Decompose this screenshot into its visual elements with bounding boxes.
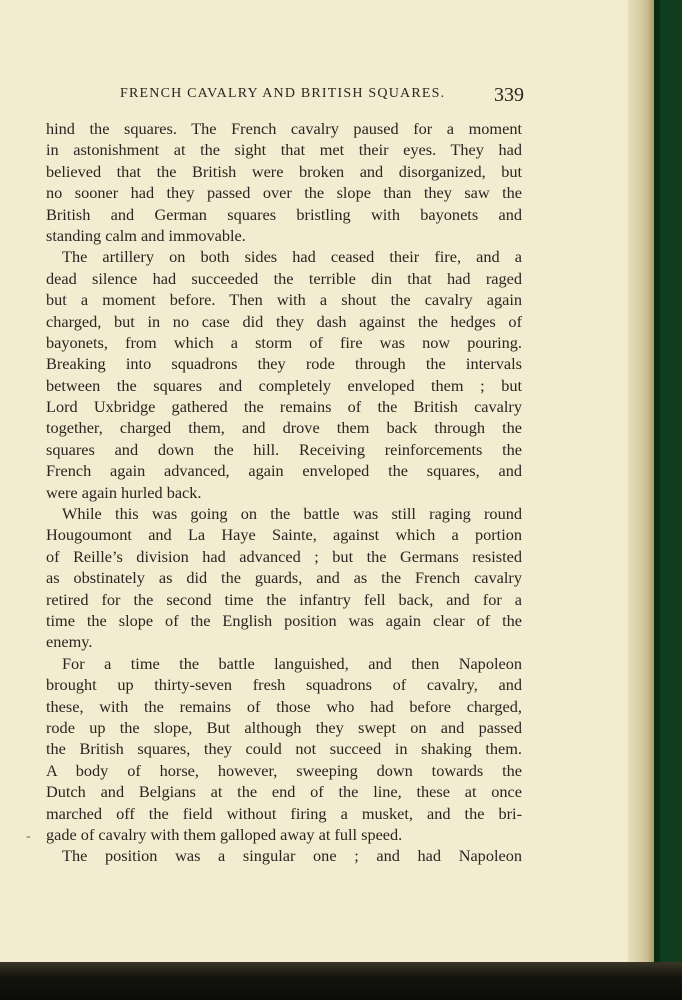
text-line: in astonishment at the sight that met their eyes. They had <box>46 140 522 160</box>
book-cover <box>654 0 682 962</box>
text-line: dead silence had succeeded the terrible din that had raged <box>46 268 522 288</box>
text-line: For a time the battle languished, and then Napoleon <box>62 653 522 673</box>
text-line: Breaking into squadrons they rode through the intervals <box>46 354 522 374</box>
text-line: Hougoumont and La Haye Sainte, against which a portion <box>46 525 522 545</box>
page-header <box>0 84 640 108</box>
text-line: were again hurled back. <box>46 482 202 502</box>
text-line: believed that the British were broken and disorganized, but <box>46 161 522 181</box>
body-text <box>46 118 522 867</box>
bottom-shadow <box>0 962 682 1000</box>
text-line: standing calm and immovable. <box>46 225 246 245</box>
text-line: as obstinately as did the guards, and as the French cavalry <box>46 568 522 588</box>
text-line: charged, but in no case did they dash against the hedges of <box>46 311 522 331</box>
text-line: of Reille’s division had advanced ; but the Germans resisted <box>46 546 522 566</box>
text-line: together, charged them, and drove them back through the <box>46 418 522 438</box>
text-line: the British squares, they could not succeed in shaking them. <box>46 739 522 759</box>
text-line: enemy. <box>46 632 93 652</box>
text-line: hind the squares. The French cavalry paused for a moment <box>46 119 522 138</box>
text-line: French again advanced, again enveloped the squares, and <box>46 461 522 481</box>
text-line: Dutch and Belgians at the end of the line, these at once <box>46 782 522 802</box>
text-line: British and German squares bristling with bayonets and <box>46 204 522 224</box>
text-line: bayonets, from which a storm of fire was now pouring. <box>46 332 522 352</box>
text-line: but a moment before. Then with a shout the cavalry again <box>46 290 522 310</box>
running-head: FRENCH CAVALRY AND BRITISH SQUARES. <box>120 86 446 101</box>
text-line: Lord Uxbridge gathered the remains of the British cavalry <box>46 397 522 417</box>
text-line: no sooner had they passed over the slope than they saw the <box>46 183 522 203</box>
text-line: between the squares and completely enveloped them ; but <box>46 375 522 395</box>
text-line: gade of cavalry with them galloped away at full speed. <box>46 824 403 844</box>
text-line: The artillery on both sides had ceased their fire, and a <box>62 247 522 267</box>
margin-mark: - <box>26 829 31 844</box>
text-line: time the slope of the English position was again clear of the <box>46 610 522 630</box>
page-number: 339 <box>494 84 524 106</box>
text-line: brought up thirty-seven fresh squadrons of cavalry, and <box>46 675 522 695</box>
text-line: marched off the field without firing a musket, and the bri- <box>46 803 522 823</box>
page-edges <box>628 0 654 962</box>
text-line: A body of horse, however, sweeping down towards the <box>46 760 522 780</box>
text-line: squares and down the hill. Receiving reinforcements the <box>46 439 522 459</box>
text-line: these, with the remains of those who had before charged, <box>46 696 522 716</box>
text-line: The position was a singular one ; and had Napoleon <box>62 846 522 866</box>
text-line: While this was going on the battle was still raging round <box>62 504 522 524</box>
text-line: retired for the second time the infantry fell back, and for a <box>46 589 522 609</box>
text-line: rode up the slope, But although they swept on and passed <box>46 717 522 737</box>
